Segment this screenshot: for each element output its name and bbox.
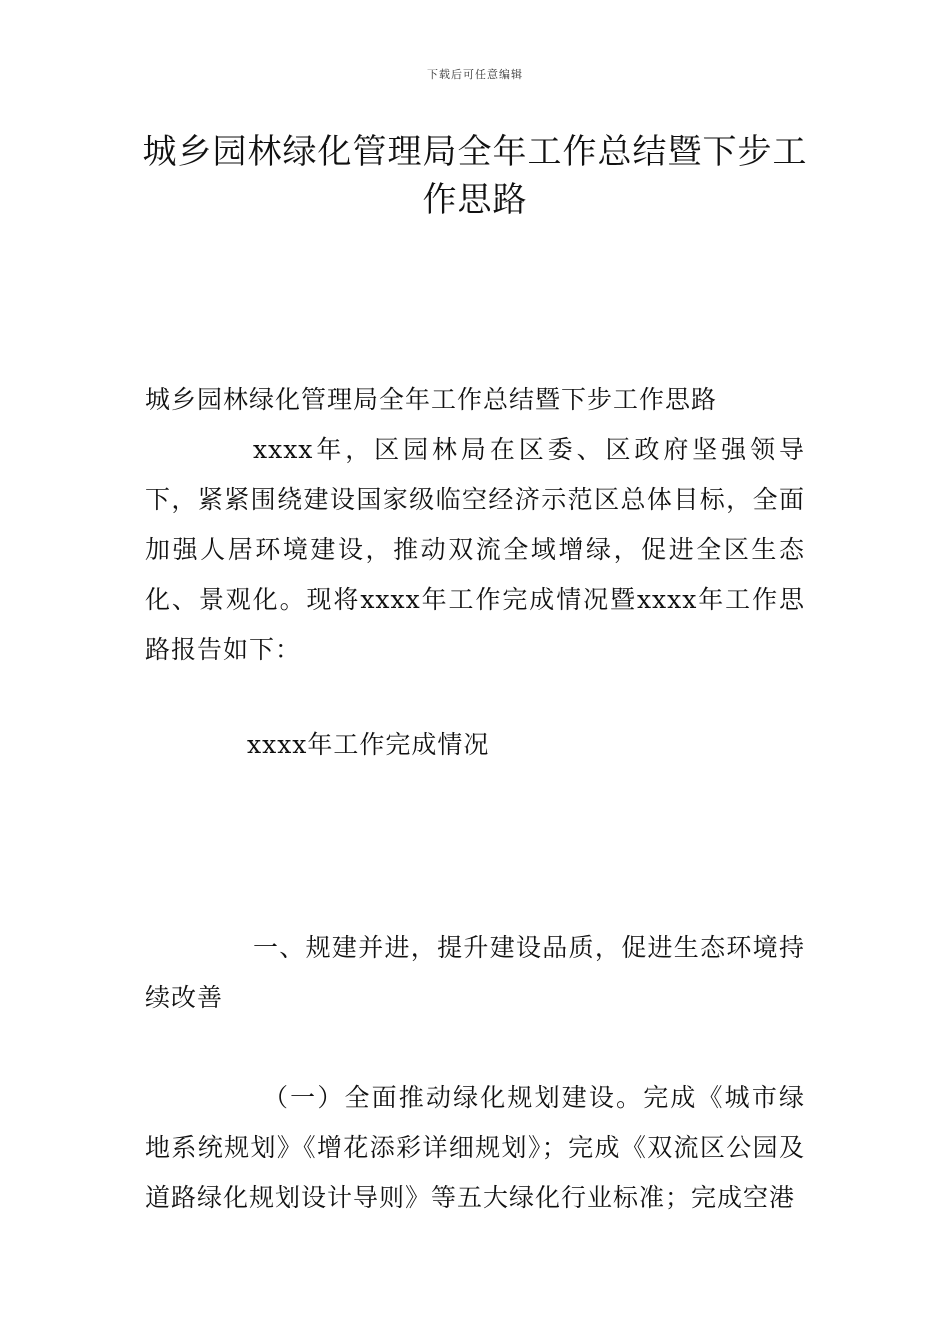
- header-note: 下载后可任意编辑: [427, 68, 523, 81]
- document-title: 城乡园林绿化管理局全年工作总结暨下步工作思路: [142, 132, 808, 220]
- part-one-heading: 一、规建并进，提升建设品质，促进生态环境持续改善: [145, 933, 805, 1012]
- item-one-paragraph: （一）全面推动绿化规划建设。完成《城市绿地系统规划》《增花添彩详细规划》；完成《双流区公园及道路绿化规划设计导则》等五大绿化行业标准；完成空港: [145, 1083, 805, 1212]
- document-subtitle: 城乡园林绿化管理局全年工作总结暨下步工作思路: [145, 385, 718, 414]
- section-heading: xxxx年工作完成情况: [247, 730, 490, 759]
- intro-paragraph: xxxx年，区园林局在区委、区政府坚强领导下，紧紧围绕建设国家级临空经济示范区总体目标，全面加强人居环境建设，推动双流全域增绿，促进全区生态化、景观化。现将xxxx年工作完成情况暨xxxx年工作思路报告如下：: [145, 435, 805, 664]
